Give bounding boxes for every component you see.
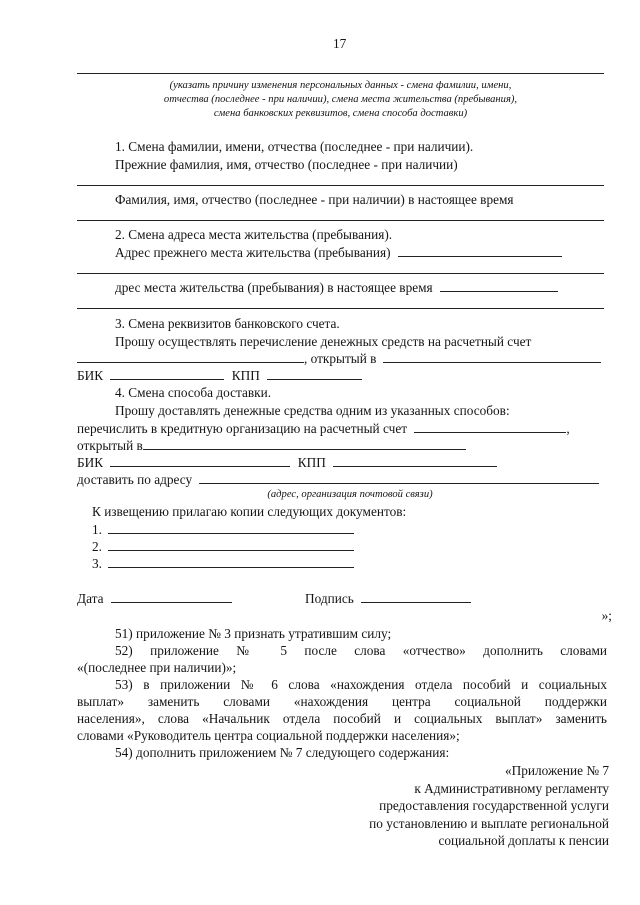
section3-account-row [77,350,601,367]
section3-title: 3. Смена реквизитов банковского счета. [115,316,340,331]
section4-request: Прошу доставлять денежные средства одним из указанных способов: [115,403,510,418]
section4-deliver-label: доставить по адресу [77,472,193,487]
amendment-52-line-1: 52) приложение № 5 после слова «отчество» дополнить словами [115,643,607,658]
section2-current-row [115,279,558,296]
section4-deliver-row [77,471,599,488]
attachment-field[interactable] [108,538,354,551]
reason-line [77,73,604,74]
section1-title: 1. Смена фамилии, имени, отчества (последнее - при наличии). [115,139,474,154]
appendix-line-3: предоставления государственной услуги [379,798,609,813]
date-row [77,590,232,607]
amendment-52-line-2: «(последнее при наличии)»; [77,660,237,675]
appendix-line-1: «Приложение № 7 [505,763,609,778]
attachment-field[interactable] [108,521,354,534]
appendix-line-4: по установлению и выплате региональной [369,815,609,831]
section4-bank-field[interactable] [143,437,466,450]
amendment-54: 54) дополнить приложением № 7 следующего содержания: [115,745,450,760]
section4-transfer-row: перечислить в кредитную организацию на расчетный счет , [77,421,570,436]
attachment-item [92,521,354,538]
amendment-51: 51) приложение № 3 признать утратившим силу; [115,626,392,641]
amendment-53-line-3: населения», слова «Начальник отдела пособий и социальных выплат» заменить [77,711,607,726]
section3-bik-label: БИК [77,368,104,383]
section4-bik-label: БИК [77,455,104,470]
section4-kpp-field[interactable] [333,454,497,467]
section2-prev-row [115,244,562,261]
section2-title: 2. Смена адреса места жительства (пребывания). [115,227,393,242]
section3-account-field[interactable] [77,350,304,363]
section4-bik-field[interactable] [110,454,290,467]
section2-prev-label: Адрес прежнего места жительства (пребывания) [115,245,391,260]
section1-current-field[interactable] [77,220,604,221]
attachment-item [92,555,354,572]
signature-label: Подпись [305,591,354,606]
appendix-header [369,762,609,850]
page-number: 17 [333,36,347,51]
header-note-line-3: смена банковских реквизитов, смена способа доставки) [213,108,468,119]
section4-account-field[interactable] [414,420,566,433]
closing-quote: »; [601,608,612,623]
attachment-field[interactable] [108,555,354,568]
section4-deliver-note: (адрес, организация почтовой связи) [267,489,433,500]
section2-current-label: дрес места жительства (пребывания) в настоящее время [115,280,433,295]
section4-opened-in-label: открытый в [77,438,143,453]
amendment-53-line-4: словами «Руководитель центра социальной поддержки населения»; [77,728,460,743]
date-field[interactable] [111,590,232,603]
signature-field[interactable] [361,590,471,603]
section1-prev-label: Прежние фамилия, имя, отчество (последнее - при наличии) [115,157,458,172]
signature-row [305,590,471,607]
attachment-number: 3. [92,556,102,571]
section3-kpp-field[interactable] [267,367,362,380]
section2-current-continuation[interactable] [77,308,604,309]
header-note-line-2: отчества (последнее - при наличии), смена места жительства (пребывания), [163,94,518,105]
section2-prev-continuation[interactable] [77,273,604,274]
section2-current-field[interactable] [440,279,558,292]
appendix-line-2: к Административному регламенту [414,780,609,796]
section3-request: Прошу осуществлять перечисление денежных средств на расчетный счет [115,334,532,349]
section2-prev-field[interactable] [398,244,562,257]
section1-prev-field[interactable] [77,185,604,186]
amendment-53-line-2: выплат» заменить словами «нахождения центра социальной поддержки [77,694,607,709]
section4-opened-row [77,437,466,454]
section4-address-field[interactable] [199,471,599,484]
section3-opened-in-label: , открытый в [304,351,377,366]
section4-title: 4. Смена способа доставки. [115,385,272,400]
section4-bik-row [77,454,497,471]
section3-kpp-label: КПП [231,368,260,383]
attachment-number: 1. [92,522,102,537]
section3-bik-row [77,367,362,384]
header-note [77,79,604,121]
appendix-line-5: социальной доплаты к пенсии [438,833,609,848]
section3-bank-field[interactable] [383,350,601,363]
section1-current-label: Фамилия, имя, отчество (последнее - при наличии) в настоящее время [115,192,514,207]
attachment-item [92,538,354,555]
header-note-line-1: (указать причину изменения персональных данных - смена фамилии, имени, [169,80,512,91]
attachment-number: 2. [92,539,102,554]
amendment-53-line-1: 53) в приложении № 6 слова «нахождения отдела пособий и социальных [115,677,607,692]
attachments-intro: К извещению прилагаю копии следующих документов: [92,504,407,519]
date-label: Дата [77,591,104,606]
section4-kpp-label: КПП [297,455,326,470]
section3-bik-field[interactable] [110,367,224,380]
section4-transfer-label: перечислить в кредитную организацию на расчетный счет [77,421,408,436]
